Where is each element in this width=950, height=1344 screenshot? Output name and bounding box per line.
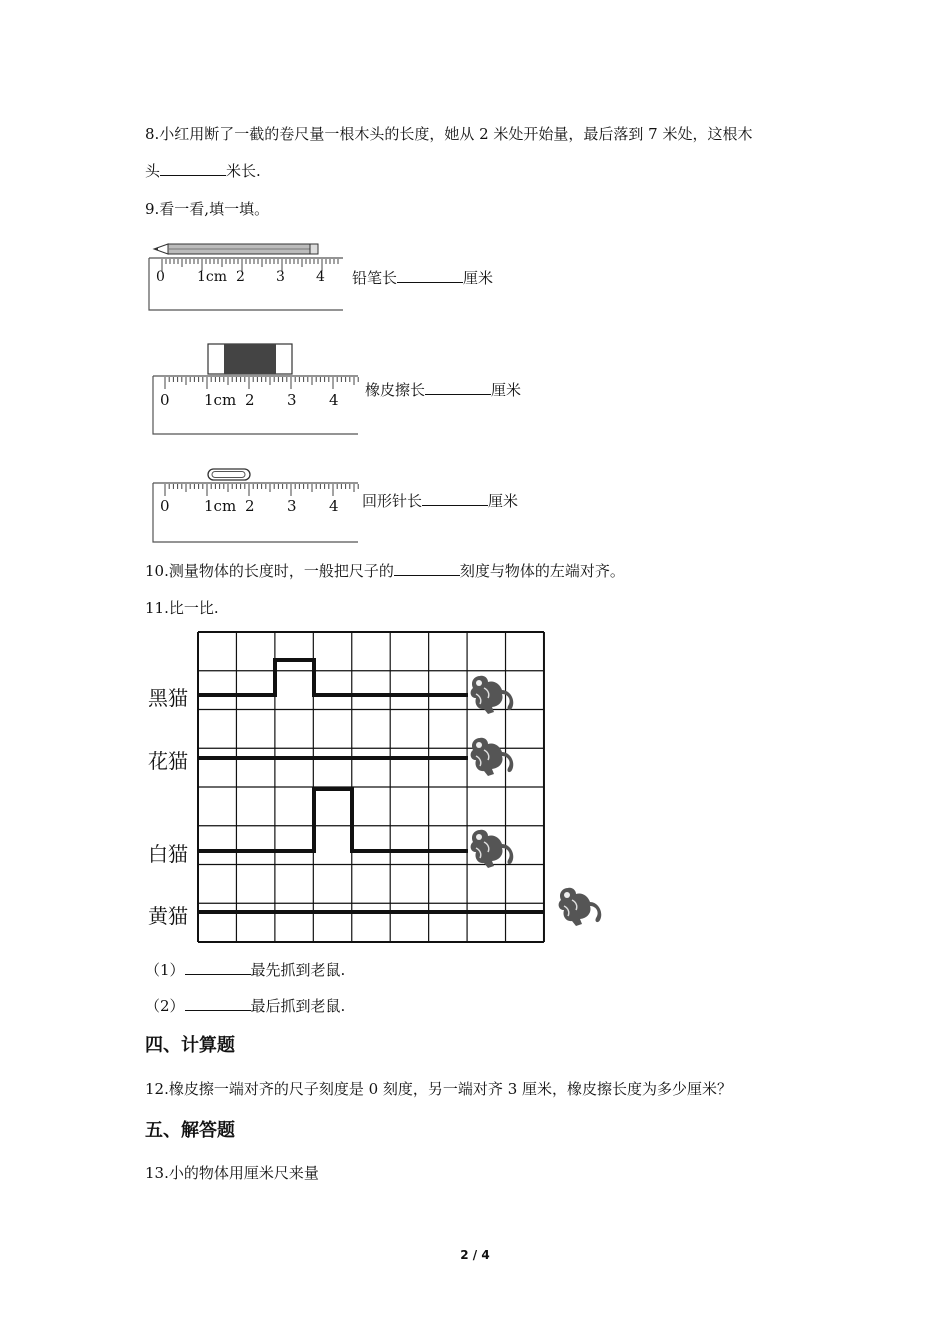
mouse-icon-1 (471, 676, 514, 714)
eraser-answer-blank[interactable] (425, 380, 491, 395)
ruler3-tick-0: 0 (160, 497, 170, 515)
ruler1-tick-3: 3 (276, 269, 285, 285)
q9-item2 (365, 380, 521, 400)
ruler-body (153, 376, 358, 434)
ruler3-tick-3: 3 (287, 497, 297, 515)
mouse-icon-3 (471, 830, 514, 868)
q11-sub2-blank[interactable] (185, 996, 251, 1011)
q12: 12.橡皮擦一端对齐的尺子刻度是 0 刻度，另一端对齐 3 厘米，橡皮擦长度为多少厘米？ (145, 1080, 733, 1098)
q10-suffix: 刻度与物体的左端对齐。 (459, 562, 625, 580)
grid-lines (198, 632, 544, 942)
q13: 13.小的物体用厘米尺来量 (145, 1164, 319, 1182)
pencil-unit: 厘米 (463, 269, 494, 287)
q11-sub1-suffix: 最先抓到老鼠. (250, 961, 346, 979)
eraser-unit: 厘米 (491, 381, 522, 399)
q9-item1 (352, 268, 493, 288)
q9-title: 9.看一看,填一填。 (145, 200, 270, 218)
q8-prefix: 头 (145, 162, 161, 180)
q8-suffix: 米长. (226, 162, 261, 180)
q10 (145, 561, 625, 581)
clip-label: 回形针长 (362, 492, 423, 510)
eraser-icon (208, 344, 292, 374)
q8-line1: 8.小红用断了一截的卷尺量一根木头的长度，她从 2 米处开始量，最后落到 7 米处，这根木 (145, 125, 753, 143)
mouse-icon-4 (559, 888, 602, 926)
ruler2-tick-2: 2 (245, 391, 255, 409)
ruler1-tick-4: 4 (316, 269, 325, 285)
q8-line2 (145, 161, 261, 181)
ruler2-tick-3: 3 (287, 391, 297, 409)
black-cat-path (198, 660, 468, 695)
cat-label-tabby: 花猫 (148, 749, 188, 773)
pencil-icon (154, 244, 318, 254)
q11-sub2-prefix: （2） (145, 997, 185, 1015)
page-number: 2 / 4 (460, 1248, 490, 1262)
paper-clip-icon (208, 469, 250, 480)
pencil-label: 铅笔长 (352, 269, 398, 287)
clip-answer-blank[interactable] (422, 491, 488, 506)
q11-sub1 (145, 960, 345, 980)
cat-label-white: 白猫 (148, 842, 188, 866)
q11-sub1-prefix: （1） (145, 961, 185, 979)
q9-item3 (362, 491, 518, 511)
ruler3-tick-1: 1cm (204, 497, 237, 515)
mouse-icon-2 (471, 738, 514, 776)
q11-sub1-blank[interactable] (185, 960, 251, 975)
section-5-heading: 五、解答题 (145, 1120, 235, 1141)
pencil-answer-blank[interactable] (397, 268, 463, 283)
cat-label-black: 黑猫 (148, 686, 188, 710)
q10-prefix: 10.测量物体的长度时，一般把尺子的 (145, 562, 394, 580)
ruler3-tick-2: 2 (245, 497, 255, 515)
ruler3-tick-4: 4 (329, 497, 339, 515)
q10-answer-blank[interactable] (394, 561, 460, 576)
q11-sub2-suffix: 最后抓到老鼠. (250, 997, 346, 1015)
ruler2-tick-1: 1cm (204, 391, 237, 409)
cat-mouse-grid (190, 624, 610, 948)
cat-label-yellow: 黄猫 (148, 904, 188, 928)
ruler1-tick-2: 2 (236, 269, 245, 285)
clip-unit: 厘米 (488, 492, 519, 510)
eraser-ruler-figure (150, 342, 362, 438)
q11-sub2 (145, 996, 345, 1016)
ruler1-tick-0: 0 (156, 269, 165, 285)
q11-title: 11.比一比. (145, 599, 219, 617)
ruler2-tick-0: 0 (160, 391, 170, 409)
ruler1-tick-1: 1cm (197, 269, 228, 285)
q8-answer-blank[interactable] (160, 161, 226, 176)
white-cat-path (198, 789, 468, 851)
ruler-body (153, 483, 358, 542)
eraser-label: 橡皮擦长 (365, 381, 426, 399)
ruler2-tick-4: 4 (329, 391, 339, 409)
section-4-heading: 四、计算题 (145, 1035, 235, 1056)
ruler-body (149, 258, 343, 310)
